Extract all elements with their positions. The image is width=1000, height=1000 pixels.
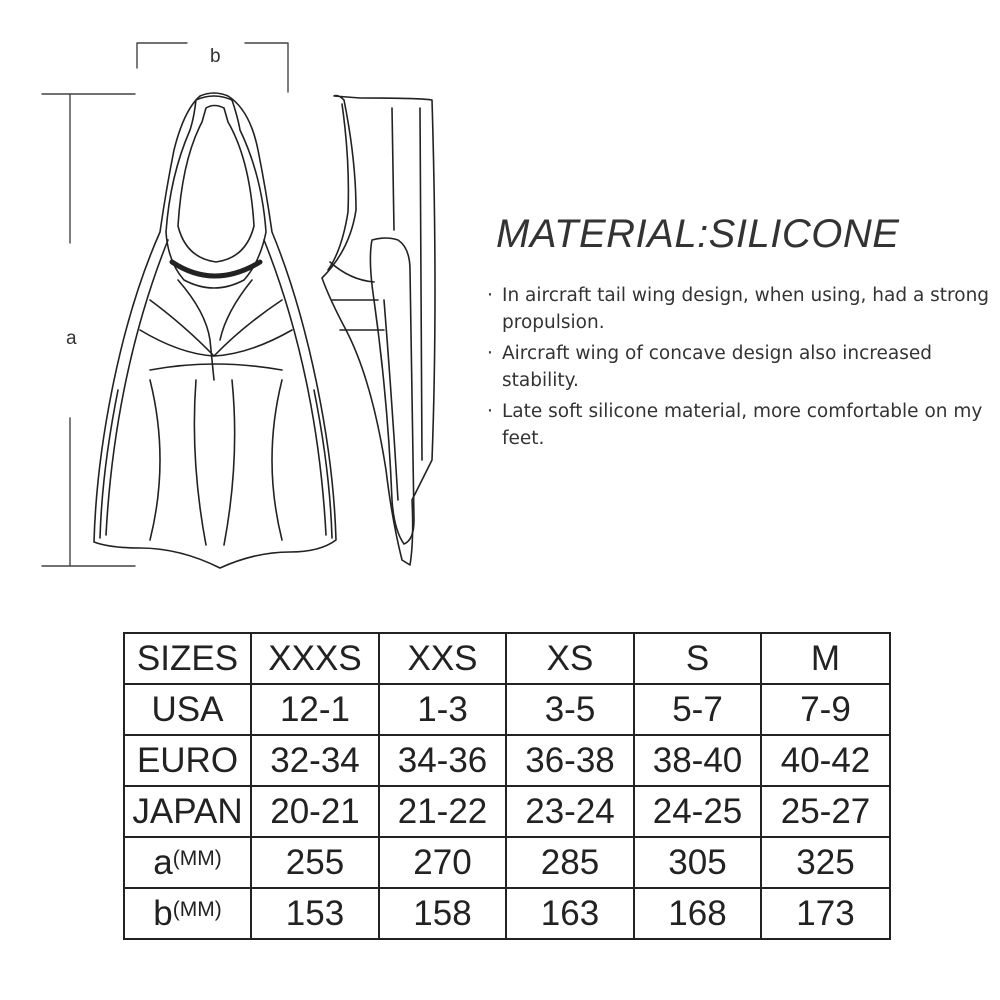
table-cell: 5-7 bbox=[634, 684, 761, 735]
table-cell: 305 bbox=[634, 837, 761, 888]
row-label-text: b bbox=[153, 893, 173, 933]
bullet-icon: · bbox=[487, 343, 493, 364]
feature-text: In aircraft tail wing design, when using, had a strong propulsion. bbox=[502, 285, 990, 333]
header-label: SIZES bbox=[124, 633, 251, 684]
table-cell: 36-38 bbox=[506, 735, 634, 786]
table-cell: 158 bbox=[379, 888, 506, 939]
table-row bbox=[124, 735, 890, 786]
table-cell: 38-40 bbox=[634, 735, 761, 786]
table-cell: 270 bbox=[379, 837, 506, 888]
table-row bbox=[124, 684, 890, 735]
fin-drawing bbox=[0, 0, 470, 600]
table-header-row bbox=[124, 633, 890, 684]
table-cell: 168 bbox=[634, 888, 761, 939]
feature-text: Late soft silicone material, more comfortable on my feet. bbox=[502, 401, 983, 449]
table-cell: 25-27 bbox=[761, 786, 890, 837]
header-cell: M bbox=[761, 633, 890, 684]
feature-item bbox=[487, 340, 992, 394]
table-cell: 7-9 bbox=[761, 684, 890, 735]
table-row bbox=[124, 786, 890, 837]
table-cell: 163 bbox=[506, 888, 634, 939]
table-cell: 32-34 bbox=[251, 735, 379, 786]
row-label-text: JAPAN bbox=[132, 791, 243, 831]
header-cell: XXS bbox=[379, 633, 506, 684]
feature-list bbox=[487, 282, 992, 456]
dimension-a-bracket bbox=[42, 94, 135, 566]
size-chart-table bbox=[123, 632, 891, 940]
row-unit: (MM) bbox=[172, 846, 222, 870]
row-label bbox=[124, 735, 251, 786]
table-cell: 21-22 bbox=[379, 786, 506, 837]
row-label bbox=[124, 837, 251, 888]
table-cell: 3-5 bbox=[506, 684, 634, 735]
row-label-text: a bbox=[153, 842, 173, 882]
table-row bbox=[124, 888, 890, 939]
dimension-a-label: a bbox=[66, 328, 77, 349]
table-cell: 12-1 bbox=[251, 684, 379, 735]
bullet-icon: · bbox=[487, 401, 493, 422]
material-title: MATERIAL:SILICONE bbox=[496, 212, 900, 256]
table-cell: 153 bbox=[251, 888, 379, 939]
fin-front-view bbox=[94, 93, 336, 568]
table-cell: 1-3 bbox=[379, 684, 506, 735]
table-cell: 173 bbox=[761, 888, 890, 939]
feature-item bbox=[487, 282, 992, 336]
feature-item bbox=[487, 398, 992, 452]
row-unit: (MM) bbox=[172, 897, 222, 921]
dimension-b-label: b bbox=[210, 46, 221, 67]
header-cell: S bbox=[634, 633, 761, 684]
fin-side-view bbox=[322, 96, 435, 566]
table-cell: 325 bbox=[761, 837, 890, 888]
table-cell: 34-36 bbox=[379, 735, 506, 786]
row-label-text: USA bbox=[151, 689, 224, 729]
table-cell: 255 bbox=[251, 837, 379, 888]
table-cell: 24-25 bbox=[634, 786, 761, 837]
bullet-icon: · bbox=[487, 285, 493, 306]
table-cell: 285 bbox=[506, 837, 634, 888]
table-cell: 40-42 bbox=[761, 735, 890, 786]
header-cell: XS bbox=[506, 633, 634, 684]
header-cell: XXXS bbox=[251, 633, 379, 684]
row-label bbox=[124, 888, 251, 939]
row-label bbox=[124, 684, 251, 735]
row-label bbox=[124, 786, 251, 837]
row-label-text: EURO bbox=[136, 740, 239, 780]
table-cell: 20-21 bbox=[251, 786, 379, 837]
feature-text: Aircraft wing of concave design also increased stability. bbox=[502, 343, 932, 391]
fin-diagram bbox=[0, 0, 470, 600]
table-row bbox=[124, 837, 890, 888]
table-cell: 23-24 bbox=[506, 786, 634, 837]
